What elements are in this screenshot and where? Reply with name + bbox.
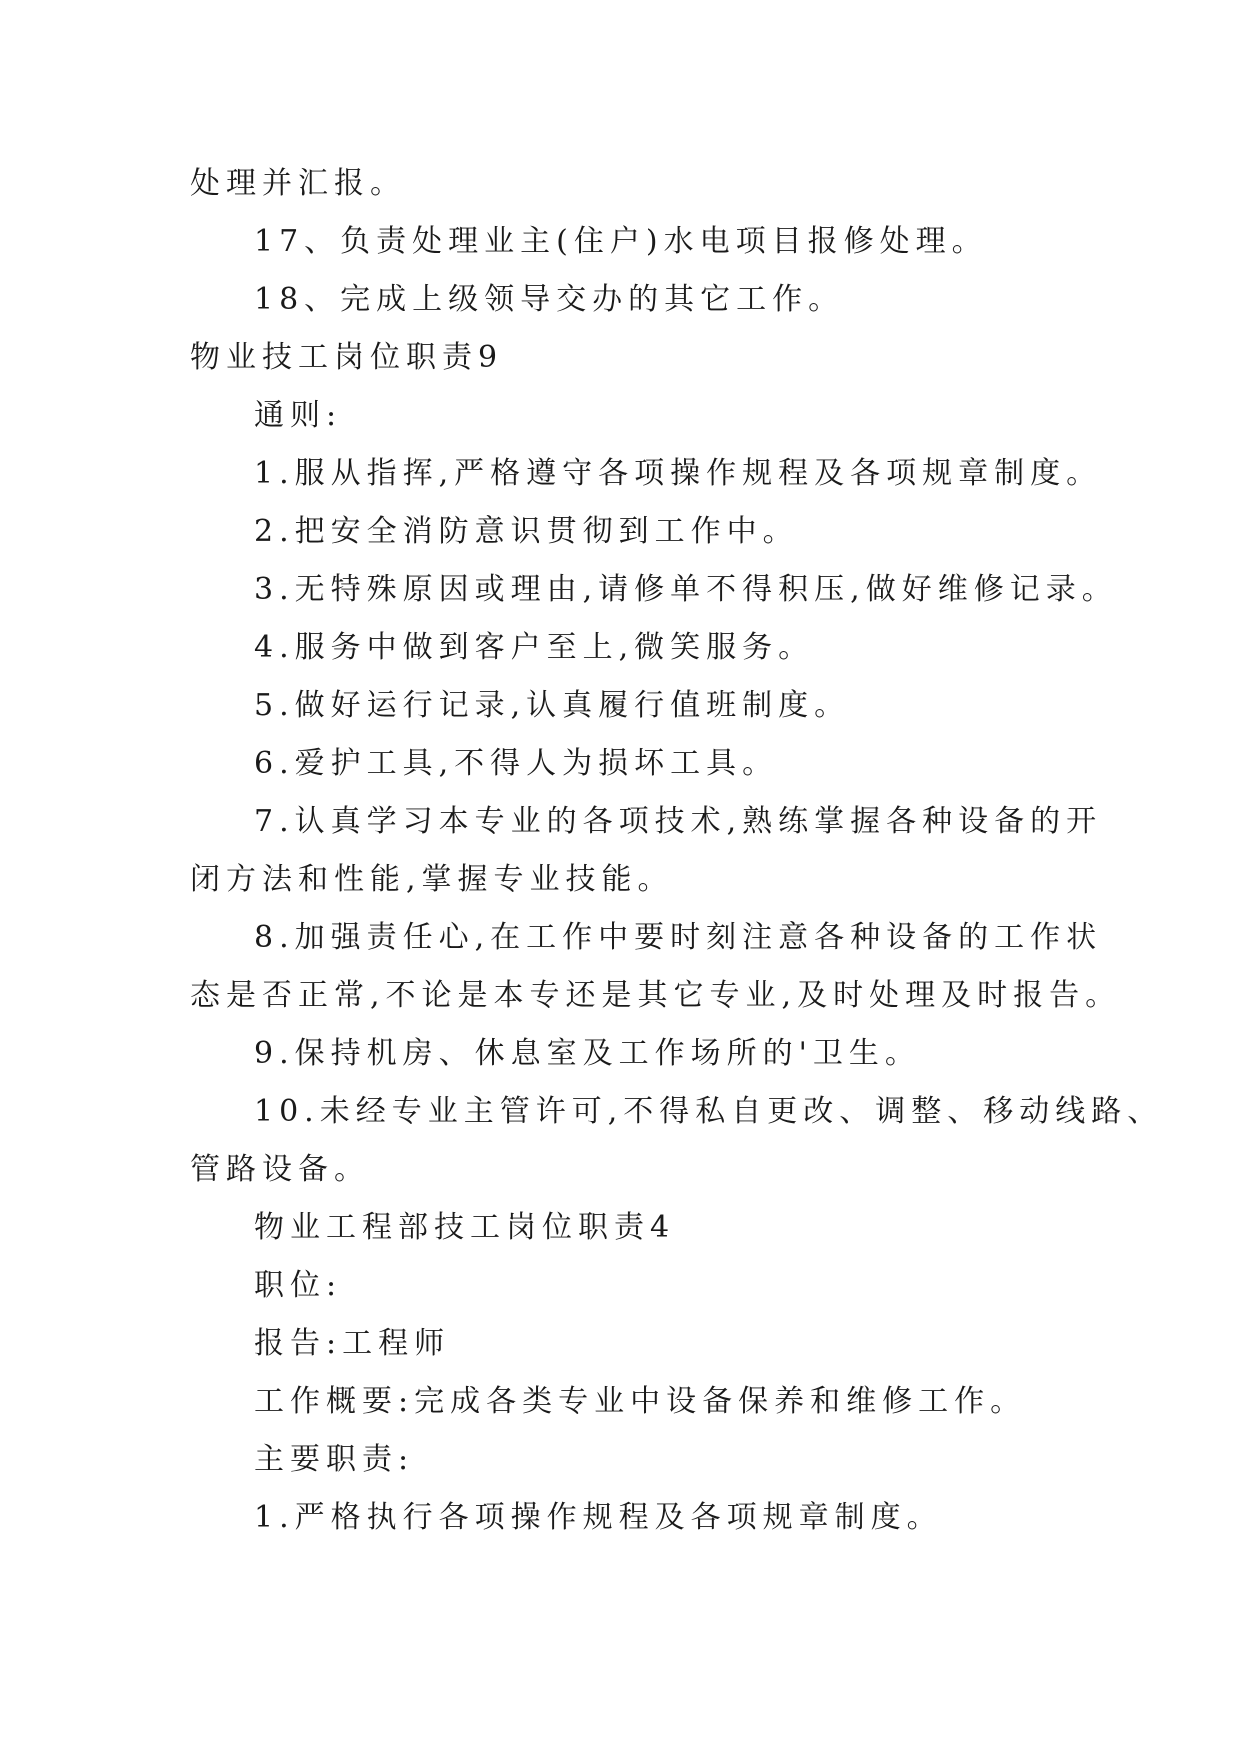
field-label: 职位: <box>254 1268 343 1303</box>
list-item: 1.严格执行各项操作规程及各项规章制度。 <box>254 1500 943 1535</box>
list-item: 9.保持机房、休息室及工作场所的'卫生。 <box>254 1036 921 1071</box>
list-item-continuation: 闭方法和性能,掌握专业技能。 <box>190 862 674 897</box>
list-item: 3.无特殊原因或理由,请修单不得积压,做好维修记录。 <box>254 572 1118 607</box>
list-item: 5.做好运行记录,认真履行值班制度。 <box>254 688 851 723</box>
list-item: 2.把安全消防意识贯彻到工作中。 <box>254 514 799 549</box>
list-item: 6.爱护工具,不得人为损坏工具。 <box>254 746 779 781</box>
text-line: 处理并汇报。 <box>190 166 406 201</box>
list-item: 18、完成上级领导交办的其它工作。 <box>254 282 845 317</box>
list-item: 17、负责处理业主(住户)水电项目报修处理。 <box>254 224 988 259</box>
field-label: 报告:工程师 <box>254 1326 451 1361</box>
list-item: 10.未经专业主管许可,不得私自更改、调整、移动线路、 <box>254 1094 1164 1129</box>
list-item: 8.加强责任心,在工作中要时刻注意各种设备的工作状 <box>254 920 1103 955</box>
section-heading: 物业工程部技工岗位职责4 <box>254 1210 676 1245</box>
list-item: 7.认真学习本专业的各项技术,熟练掌握各种设备的开 <box>254 804 1103 839</box>
field-label: 工作概要:完成各类专业中设备保养和维修工作。 <box>254 1384 1027 1419</box>
list-item-continuation: 态是否正常,不论是本专还是其它专业,及时处理及时报告。 <box>190 978 1122 1013</box>
subheading: 主要职责: <box>254 1442 415 1477</box>
section-heading: 物业技工岗位职责9 <box>190 340 504 375</box>
list-item: 1.服从指挥,严格遵守各项操作规程及各项规章制度。 <box>254 456 1103 491</box>
list-item: 4.服务中做到客户至上,微笑服务。 <box>254 630 815 665</box>
list-item-continuation: 管路设备。 <box>190 1152 370 1187</box>
subheading: 通则: <box>254 398 343 433</box>
